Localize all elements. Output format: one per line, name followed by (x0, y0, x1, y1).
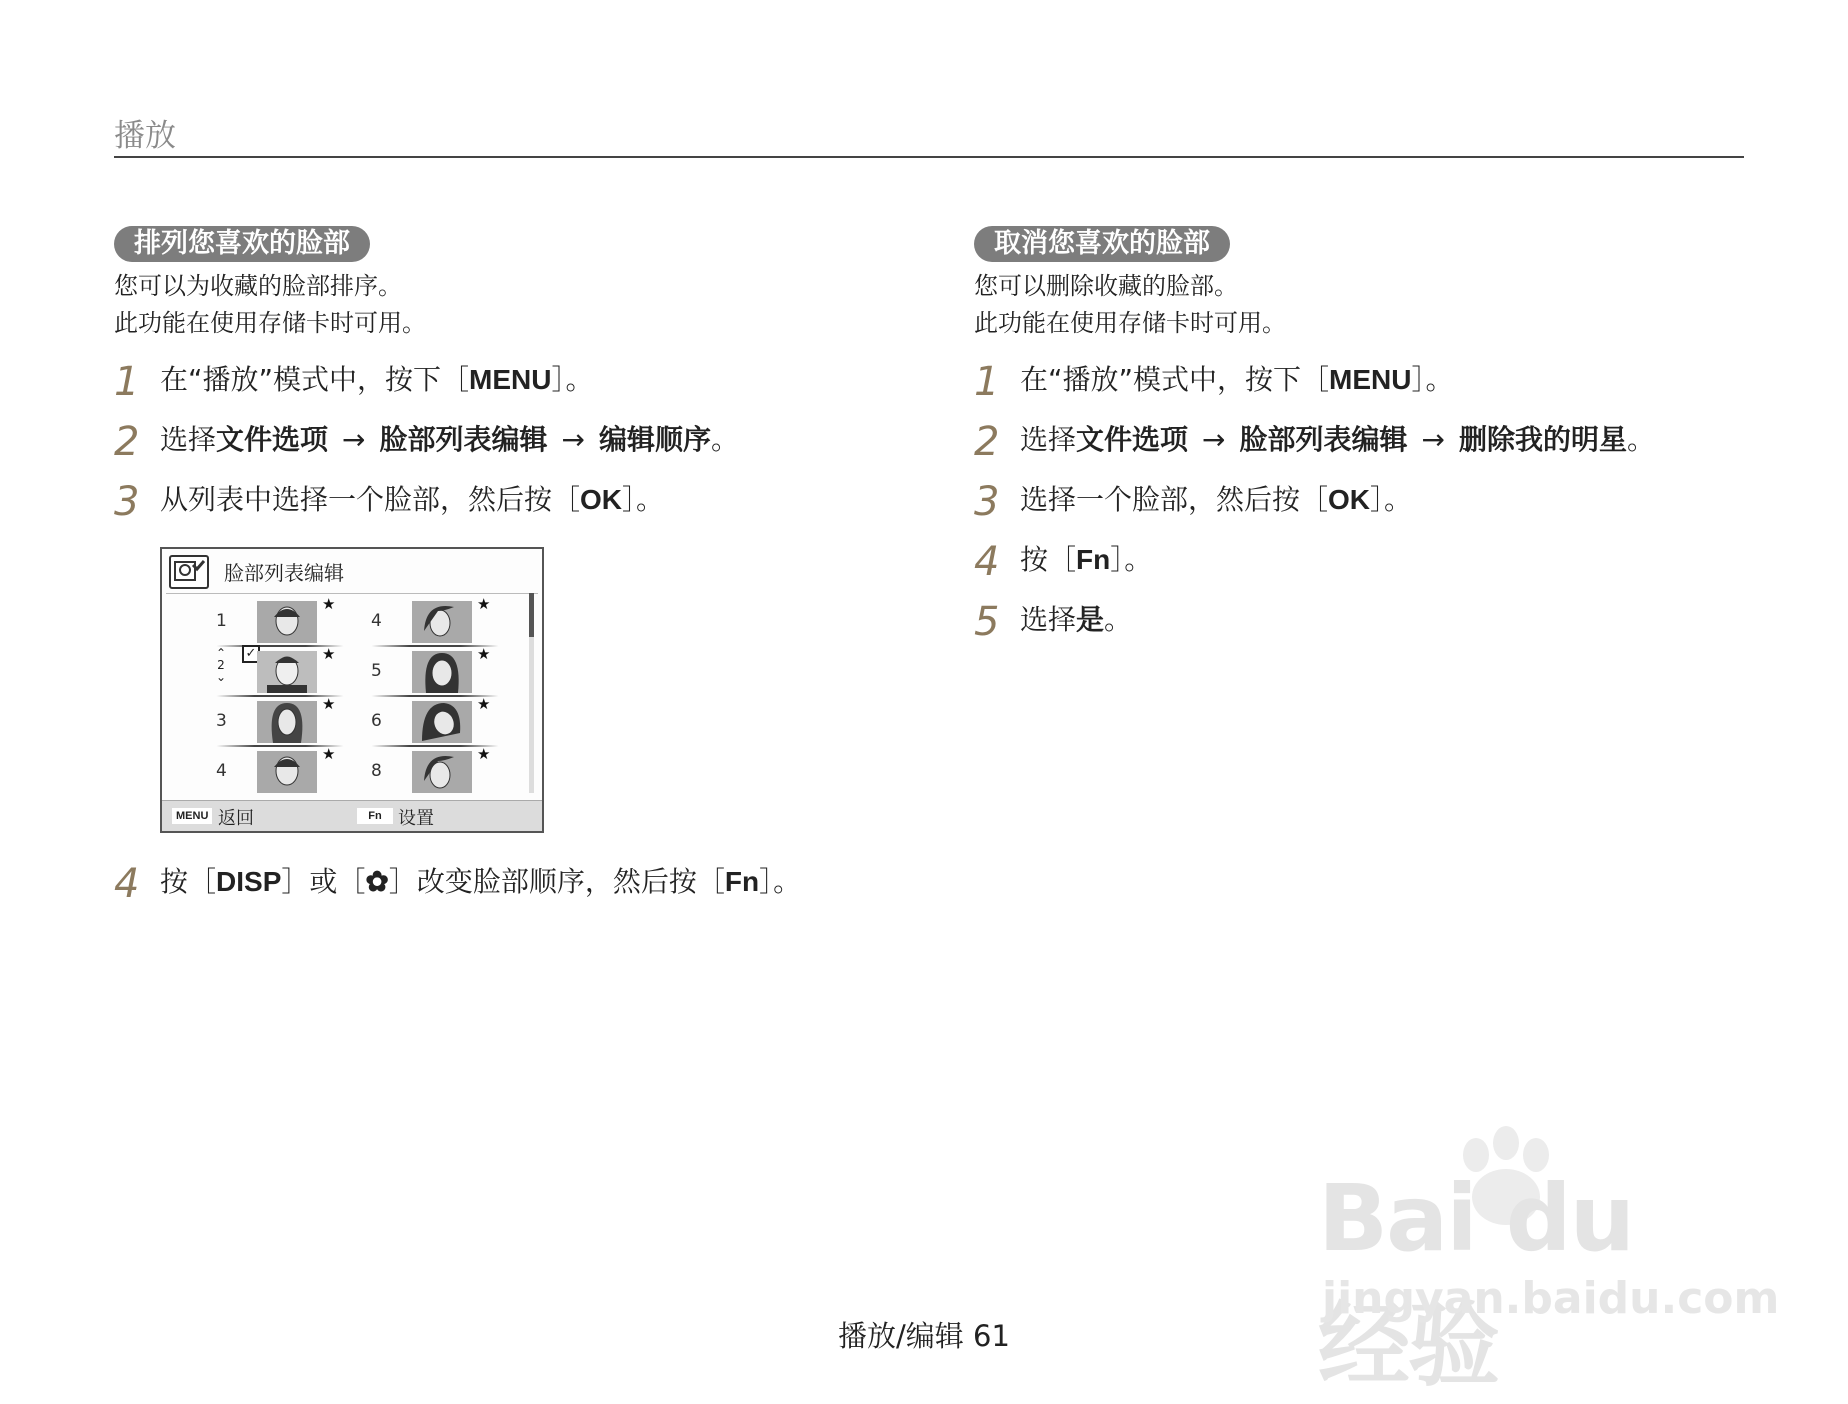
steps-arrange (114, 356, 944, 536)
step-text: 按［Fn］。 (1020, 543, 1153, 576)
step-number: 4 (114, 861, 140, 907)
menu-badge: MENU (172, 808, 212, 824)
step-text: 按［DISP］或［✿］改变脸部顺序，然后按［Fn］。 (160, 865, 802, 898)
step-number: 5 (974, 599, 1000, 645)
back-label[interactable]: 返回 (218, 808, 254, 829)
step-number: 3 (114, 479, 140, 525)
star-icon: ★ (322, 745, 336, 763)
key-menu: MENU (469, 364, 552, 395)
screen-divider (166, 593, 538, 594)
step-text: 在“播放”模式中，按下［MENU］。 (160, 363, 594, 396)
face-list-edit-icon (169, 555, 209, 589)
key-menu: MENU (1329, 364, 1412, 395)
running-header: 播放 (114, 118, 176, 154)
star-icon: ★ (322, 695, 336, 713)
face-cell[interactable] (357, 647, 512, 697)
step-number: 4 (974, 539, 1000, 585)
face-thumbnail (257, 751, 317, 793)
face-cell[interactable] (357, 697, 512, 747)
step-text: 在“播放”模式中，按下［MENU］。 (1020, 363, 1454, 396)
steps-cancel (974, 356, 1804, 656)
step-5 (974, 596, 1804, 656)
left-step-4-wrapper (114, 858, 944, 918)
key-ok: OK (1328, 484, 1371, 515)
baidu-jingyan-watermark (1318, 1125, 1780, 1399)
star-icon: ★ (322, 595, 336, 613)
face-thumbnail (257, 701, 317, 743)
step-3 (114, 476, 944, 536)
face-cell[interactable] (202, 597, 357, 647)
star-icon: ★ (322, 645, 336, 663)
face-cell-selected[interactable] (202, 647, 357, 697)
intro-line: 您可以删除收藏的脸部。 (974, 272, 1238, 300)
step-4 (114, 858, 944, 918)
face-index: 3 (216, 711, 227, 731)
step-4 (974, 536, 1804, 596)
fn-badge: Fn (357, 808, 393, 824)
watermark-site: jingyan.baidu.com (1322, 1273, 1780, 1324)
camera-screen-face-list (160, 547, 544, 833)
step-text: 选择文件选项 → 脸部列表编辑 → 删除我的明星。 (1020, 423, 1656, 456)
step-number: 3 (974, 479, 1000, 525)
step-number: 2 (114, 419, 140, 465)
face-cell[interactable] (202, 697, 357, 747)
set-label[interactable]: 设置 (398, 808, 434, 829)
step-1 (114, 356, 944, 416)
checkbox-checked-icon: ✓ (242, 645, 260, 663)
intro-line: 您可以为收藏的脸部排序。 (114, 272, 402, 300)
watermark-logo: Bai du 经验 (1318, 1165, 1634, 1399)
macro-flower-icon: ✿ (365, 866, 389, 897)
page-footer: 播放/编辑 61 (838, 1319, 1010, 1353)
right-column (974, 226, 1804, 656)
step-1 (974, 356, 1804, 416)
intro-line: 此功能在使用存储卡时可用。 (114, 309, 426, 337)
step-number: 1 (974, 359, 1000, 405)
face-cell[interactable] (357, 597, 512, 647)
star-icon: ★ (477, 595, 491, 613)
face-cell[interactable] (357, 747, 512, 797)
step-text: 选择文件选项 → 脸部列表编辑 → 编辑顺序。 (160, 423, 740, 456)
scrollbar[interactable] (529, 593, 534, 793)
key-ok: OK (580, 484, 623, 515)
step-3 (974, 476, 1804, 536)
intro-cancel (974, 268, 1804, 342)
step-text: 选择一个脸部，然后按［OK］。 (1020, 483, 1413, 516)
step-2 (114, 416, 944, 476)
face-cell[interactable] (202, 747, 357, 797)
step-text: 从列表中选择一个脸部，然后按［OK］。 (160, 483, 665, 516)
key-disp: DISP (216, 866, 282, 897)
face-index: 4 (371, 611, 382, 631)
scrollbar-thumb[interactable] (529, 593, 534, 637)
face-thumbnail (412, 751, 472, 793)
step-number: 1 (114, 359, 140, 405)
intro-arrange (114, 268, 944, 342)
star-icon: ★ (477, 745, 491, 763)
screen-footer (162, 800, 542, 831)
face-thumbnail (412, 651, 472, 693)
face-thumbnail (412, 701, 472, 743)
star-icon: ★ (477, 695, 491, 713)
intro-line: 此功能在使用存储卡时可用。 (974, 309, 1286, 337)
left-column (114, 226, 944, 536)
face-index: 8 (371, 761, 382, 781)
section-title-arrange: 排列您喜欢的脸部 (114, 226, 370, 262)
face-index: 5 (371, 661, 382, 681)
face-thumbnail (257, 651, 317, 693)
key-fn: Fn (724, 866, 760, 897)
header-divider (114, 156, 1744, 158)
screen-title: 脸部列表编辑 (224, 561, 344, 585)
step-number: 2 (974, 419, 1000, 465)
step-2 (974, 416, 1804, 476)
key-fn: Fn (1076, 544, 1111, 575)
face-index: 1 (216, 611, 227, 631)
face-thumbnail (412, 601, 472, 643)
reorder-arrows-icon: ⌃ 2 ⌄ (215, 646, 227, 684)
section-title-cancel: 取消您喜欢的脸部 (974, 226, 1230, 262)
face-index: 6 (371, 711, 382, 731)
face-index: 4 (216, 761, 227, 781)
step-text: 选择是。 (1020, 603, 1133, 636)
face-thumbnail (257, 601, 317, 643)
star-icon: ★ (477, 645, 491, 663)
